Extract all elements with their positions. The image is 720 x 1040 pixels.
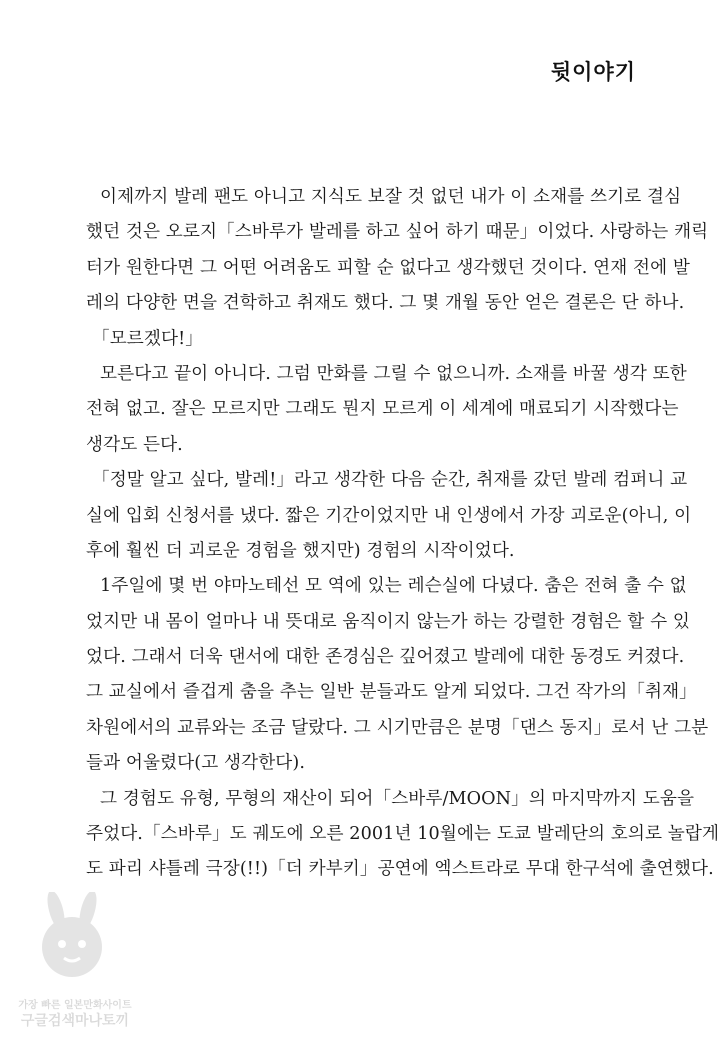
mascot-watermark-icon (22, 892, 122, 992)
body-text (86, 180, 720, 888)
text-line: 「모르겠다!」 (92, 328, 203, 349)
text-line: 「정말 알고 싶다, 발레!」라고 생각한 다음 순간, 취재를 갔던 발레 컴퍼니 교 (92, 470, 688, 491)
text-line: 모른다고 끝이 아니다. 그럼 만화를 그릴 수 없으니까. 소재를 바꿀 생각 또한 (100, 363, 687, 384)
watermark (4, 892, 144, 1032)
text-line: 들과 어울렸다(고 생각한다). (86, 753, 306, 774)
text-line: 도 파리 샤틀레 극장(!!)「더 카부키」공연에 엑스트라로 무대 한구석에 출연했다. (86, 859, 714, 880)
text-line: 생각도 든다. (86, 434, 183, 455)
text-line: 1주일에 몇 번 야마노테선 모 역에 있는 레슨실에 다녔다. 춤은 전혀 출 수 없 (100, 576, 687, 597)
text-line: 주었다.「스바루」도 궤도에 오른 2001년 10월에는 도쿄 발레단의 호의로 놀랍게 (86, 824, 720, 845)
watermark-site-name: 구글검색마나토끼 (20, 1013, 130, 1029)
watermark-caption: 가장 빠른 일본만화사이트 (18, 1000, 132, 1011)
text-line: 레의 다양한 면을 견학하고 취재도 했다. 그 몇 개월 동안 얻은 결론은 단 하나. (86, 293, 685, 314)
text-line: 그 교실에서 즐겁게 춤을 추는 일반 분들과도 알게 되었다. 그건 작가의「취재」 (86, 682, 697, 703)
page-title: 뒷이야기 (550, 60, 636, 84)
text-line: 터가 원한다면 그 어떤 어려움도 피할 순 없다고 생각했던 것이다. 연재 전에 발 (86, 257, 690, 278)
text-line: 었지만 내 몸이 얼마나 내 뜻대로 움직이지 않는가 하는 강렬한 경험은 할 수 있 (86, 611, 690, 632)
text-line: 했던 것은 오로지「스바루가 발레를 하고 싶어 하기 때문」이었다. 사랑하는 캐릭 (86, 222, 709, 243)
text-line: 후에 훨씬 더 괴로운 경험을 했지만) 경험의 시작이었다. (86, 540, 515, 561)
text-line: 그 경험도 유형, 무형의 재산이 되어「스바루/MOON」의 마지막까지 도움을 (100, 788, 695, 809)
text-line: 이제까지 발레 팬도 아니고 지식도 보잘 것 없던 내가 이 소재를 쓰기로 결심 (100, 187, 682, 207)
text-line: 실에 입회 신청서를 냈다. 짧은 기간이었지만 내 인생에서 가장 괴로운(아니, 이 (86, 505, 692, 526)
text-line: 었다. 그래서 더욱 댄서에 대한 존경심은 깊어졌고 발레에 대한 동경도 커졌다. (86, 647, 685, 668)
text-line: 전혀 없고. 잘은 모르지만 그래도 뭔지 모르게 이 세계에 매료되기 시작했다는 (86, 399, 679, 420)
text-line: 차원에서의 교류와는 조금 달랐다. 그 시기만큼은 분명「댄스 동지」로서 난 그분 (86, 717, 709, 738)
